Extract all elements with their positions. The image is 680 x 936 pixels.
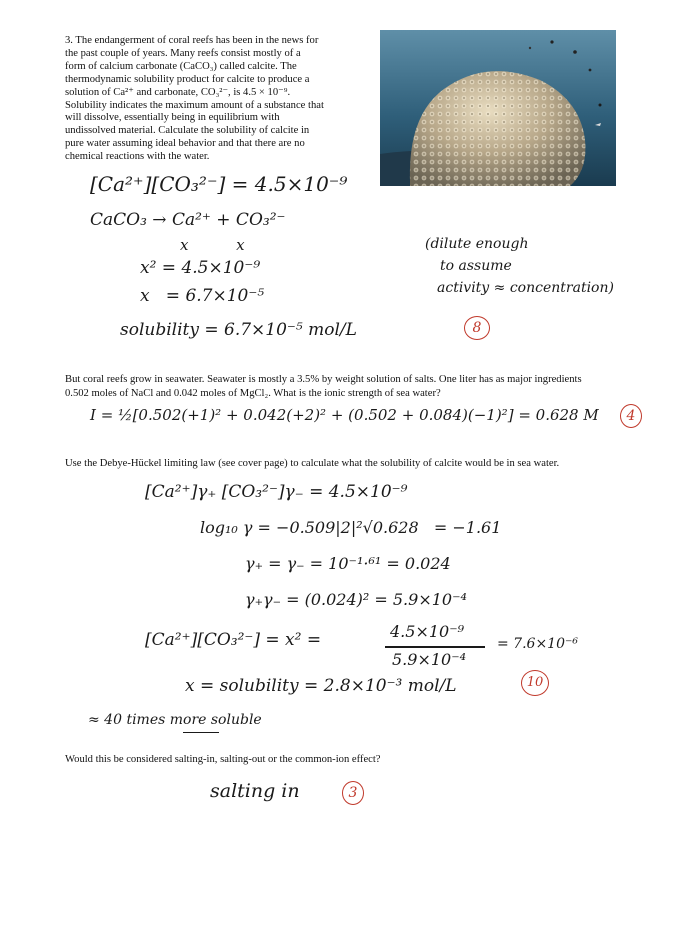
gamma-product: γ₊γ₋ = (0.024)² = 5.9×10⁻⁴ [245, 590, 467, 609]
dilute-note-1: (dilute enough [425, 236, 529, 252]
solubility-pure-water: solubility = 6.7×10⁻⁵ mol/L [120, 320, 357, 340]
gamma-value: γ₊ = γ₋ = 10⁻¹·⁶¹ = 0.024 [245, 554, 451, 573]
solubility-seawater: x = solubility = 2.8×10⁻³ mol/L [185, 676, 457, 696]
score-badge-3: 10 [521, 670, 549, 696]
seawater-text [65, 373, 655, 401]
underline-more [183, 732, 219, 733]
fraction-denominator: 5.9×10⁻⁴ [392, 650, 467, 669]
salting-question: Would this be considered salting-in, salting-out or the common-ion effect? [65, 754, 381, 765]
x-value: x = 6.7×10⁻⁵ [140, 286, 265, 306]
x-squared-seawater: [Ca²⁺][CO₃²⁻] = x² = [145, 630, 322, 650]
x-squared-equation: x² = 4.5×10⁻⁹ [140, 258, 261, 278]
question-line-10: chemical reactions with the water. [65, 151, 210, 163]
activity-ksp-expression: [Ca²⁺]γ₊ [CO₃²⁻]γ₋ = 4.5×10⁻⁹ [145, 482, 408, 502]
score-badge-4: 3 [342, 781, 364, 805]
question-line-4: thermodynamic solubility product for calcite to produce a [65, 73, 310, 85]
seawater-line-1: But coral reefs grow in seawater. Seawater is mostly a 3.5% by weight solution of salts. One liter has as major ingredients [65, 374, 582, 385]
dissolution-reaction: CaCO₃ → Ca²⁺ + CO₃²⁻ [90, 210, 286, 230]
fraction-numerator: 4.5×10⁻⁹ [390, 622, 465, 641]
stoichiometry-x: x x [180, 236, 245, 254]
fraction-result: = 7.6×10⁻⁶ [497, 636, 578, 652]
dilute-note-3: activity ≈ concentration) [437, 280, 614, 296]
debye-huckel-text: Use the Debye-Hückel limiting law (see cover page) to calculate what the solubility of calcite would be in sea water. [65, 458, 560, 469]
question-line-9: pure water assuming ideal behavior and that there are no [65, 138, 305, 150]
dilute-note-2: to assume [440, 258, 512, 274]
question-line-2: the past couple of years. Many reefs consist mostly of a [65, 47, 301, 59]
ksp-expression: [Ca²⁺][CO₃²⁻] = 4.5×10⁻⁹ [90, 172, 348, 196]
question-line-8: undissolved material. Calculate the solubility of calcite in [65, 125, 310, 137]
score-badge-1: 8 [464, 316, 490, 340]
log-gamma-equation: log₁₀ γ = −0.509|2|²√0.628 = −1.61 [200, 518, 502, 537]
times-more-soluble: ≈ 40 times more soluble [88, 712, 262, 728]
question-line-6: Solubility indicates the maximum amount of a substance that [65, 99, 324, 111]
score-badge-2: 4 [620, 404, 642, 428]
question-line-5: solution of Ca²⁺ and carbonate, CO₃²⁻, is 4.5 × 10⁻⁹. [65, 86, 291, 98]
fraction-bar [385, 646, 485, 648]
coral-reef-photo [380, 30, 616, 186]
question-line-7: will dissolve, essentially being in equilibrium with [65, 112, 280, 124]
question-line-3: form of calcium carbonate (CaCO₃) called calcite. The [65, 60, 297, 72]
question-number: 3. [65, 35, 73, 46]
seawater-line-2: 0.502 moles of NaCl and 0.042 moles of MgCl₂. What is the ionic strength of sea water? [65, 388, 441, 399]
question-line-1: 3. The endangerment of coral reefs has been in the news for [65, 35, 319, 46]
question-text [65, 35, 365, 164]
ionic-strength-calculation: I = ½[0.502(+1)² + 0.042(+2)² + (0.502 + 0.084)(−1)²] = 0.628 M [90, 406, 599, 424]
salting-in-answer: salting in [210, 780, 300, 802]
